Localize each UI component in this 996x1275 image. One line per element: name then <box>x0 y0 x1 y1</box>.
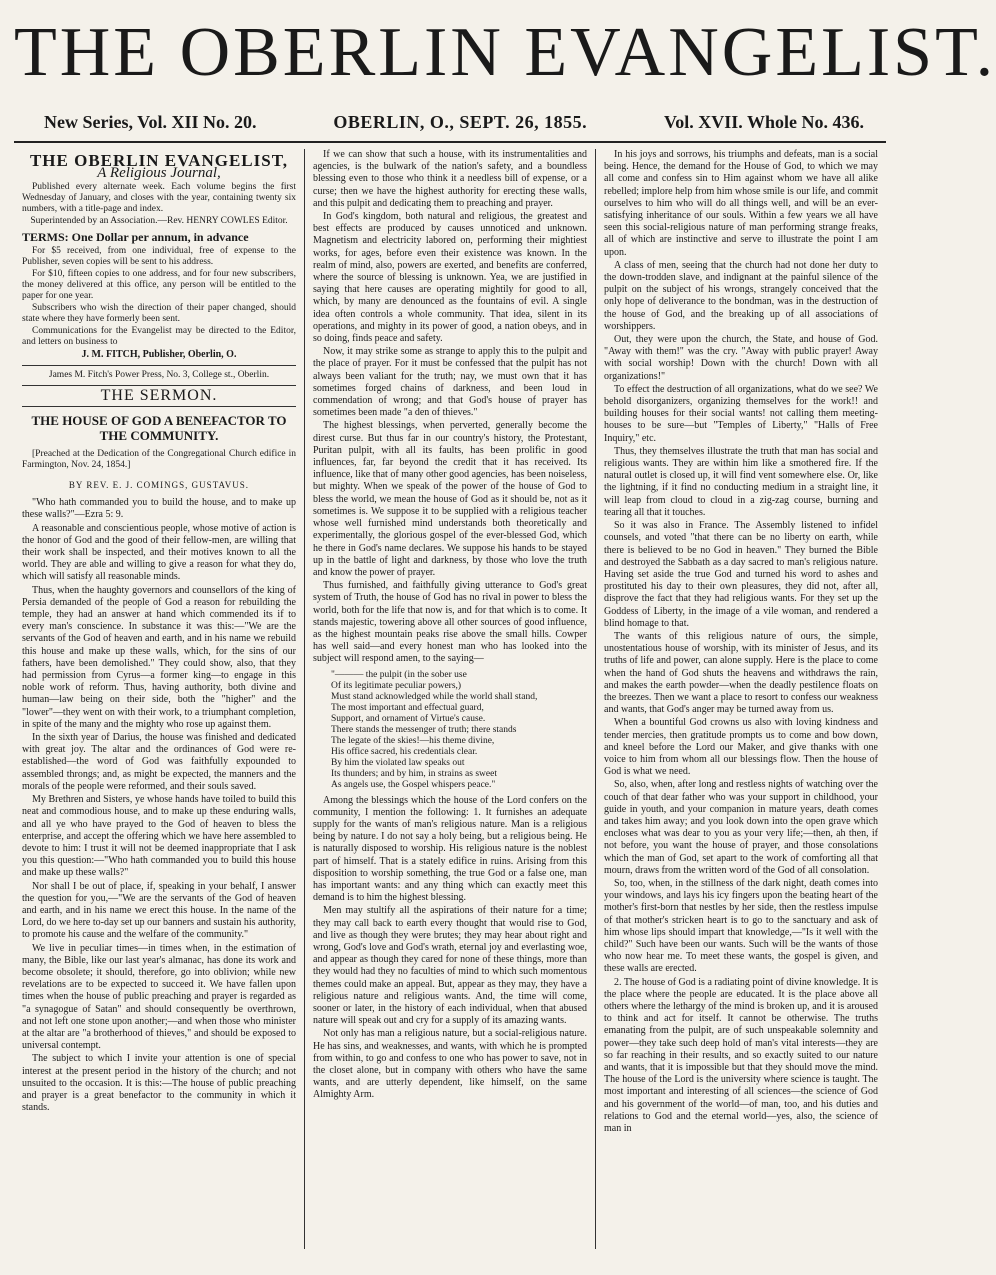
masthead-title: THE OBERLIN EVANGELIST. <box>14 14 996 91</box>
paragraph: Men may stultify all the aspirations of their nature for a time; they may call back to earth every thought that would rise to God, and live as though they were brutes; they may hear about right and wrong, God's love and God's wrath, eternal joy and everlasting woe, and appear as though they cared for none of these things, more than they would had they no faculties of mind to which such momentous themes could make an appeal. But, appear as they may, they have a religious nature and religious wants. And, the time will come, sooner or later, in the history of each individual, when that abused nature will speak out and cry for a supply of its amazing wants. <box>313 905 587 1027</box>
terms-item: Subscribers who wish the direction of their paper changed, should state where they have formerly been sent. <box>22 302 296 324</box>
poem-line: "——— the pulpit (in the sober use <box>331 669 467 680</box>
paragraph: Thus, they themselves illustrate the truth that man has social and religious wants. They are within him like a smothered fire. If the natural outlet is closed up, it will find vent somewhere else. Or, like the lightning, if it find no conducting medium in a straight line, it will leap from cloud to cloud in a zig-zag course, burning and tearing all that it touches. <box>604 445 878 518</box>
mini-masthead: THE OBERLIN EVANGELIST, <box>29 151 289 170</box>
paragraph: A class of men, seeing that the church had not done her duty to the down-trodden slave, and indignant at the painful silence of the pulpit on the subject of his wrongs, strangely conceived that the only hope of deliverance to the bondman, was in the destruction of the house of God, and the breaking up of all associations of worshippers. <box>604 259 878 332</box>
poem-line: Support, and ornament of Virtue's cause. <box>331 713 486 724</box>
paragraph: 2. The house of God is a radiating point of divine knowledge. It is the place where the people are educated. It is the place above all others where the lethargy of the mind is broken up, and it is aroused to think and act for itself. It cannot be otherwise. The truths emanating from the pulpit, are of such unspeakable solemnity and power—they take such deep hold of man's vital interests—they are so far reaching in their results, and so exactly suited to our nature and wants, that it is impossible but that they should move the mind. The house of the Lord is the university where science is taught. The most important and interesting of all sciences—the science of God and his government of the world—of man, too, and his duties and relations to God and the eternal world—yes, also, the science of man in <box>604 976 878 1135</box>
paragraph: So it was also in France. The Assembly listened to infidel counsels, and voted "that there can be no liberty on earth, while there is believed to be no God in heaven." They burned the Bible and destroyed the Sabbath as a day sacred to man's religious nature. Having set aside the true God and turned his word to ashes and prostituted his day to their own pleasures, they did not, after all, disprove the fact that they had religious wants. For they set up the Goddess of Liberty, in the image of a vile woman, and rendered a blind homage to that. <box>604 520 878 629</box>
poem-line: There stands the messenger of truth; there stands <box>331 724 517 735</box>
paragraph: Thus furnished, and faithfully giving utterance to God's great system of Truth, the house of God has no rival in power to bless the world, both for the life that now is, and for that which is to come. It stands majestic, towering above all other sources of good influence, as the highest mountain peaks rise above the small hills. Cowper has well said—and every honest man who has looked into the subject will respond amen, to the saying— <box>313 580 587 665</box>
paragraph: Out, they were upon the church, the State, and house of God. "Away with them!" was the cry. "Away with public prayer! Away with social worship! Down with the church! Down with all organizations!" <box>604 334 878 382</box>
poem-quote <box>313 670 587 791</box>
press-line: James M. Fitch's Power Press, No. 3, College st., Oberlin. <box>48 369 270 380</box>
poem-line: The legate of the skies!—his theme divine, <box>331 735 495 746</box>
paragraph: Nor shall I be out of place, if, speaking in your behalf, I answer the question for you,—"We are the servants of the God of heaven and earth, and in his name we erect this house. In the name of the Lord, do we here to-day set up our banners and sustain his authority, to promote his cause and the welfare of the community." <box>22 880 296 941</box>
column-1 <box>14 149 304 1249</box>
newspaper-page <box>0 14 996 1275</box>
poem-line: Its thunders; and by him, in strains as sweet <box>331 768 497 779</box>
sermon-byline: BY REV. E. J. COMINGS, GUSTAVUS. <box>68 480 250 491</box>
paragraph: My Brethren and Sisters, ye whose hands have toiled to build this neat and commodious house, and to make up these enduring walls, and all ye who have prayed to the God of heaven to bless the enterprise, and accept the offering which we have here assembled to devote to him: I trust it will not be deemed inappropriate that I ask you this question:—"Who hath commanded you to build this house and make up these walls?" <box>22 794 296 879</box>
terms-item: Communications for the Evangelist may be directed to the Editor, and letters on business to <box>22 325 296 347</box>
paragraph: Not only has man a religious nature, but a social-religious nature. He has sins, and weaknesses, and wants, with which he is prompted from within, to go and confess to one who has power to save, not in the closet alone, but in company with others who have the same wants, and are utterly dependent, like himself, on the same Almighty Arm. <box>313 1028 587 1101</box>
mini-subtitle: A Religious Journal, <box>97 165 221 182</box>
publication-note: Published every alternate week. Each volume begins the first Wednesday of January, and closes with the year, containing twenty six numbers, with a title-page and index. <box>22 182 296 215</box>
paragraph: The subject to which I invite your attention is one of special interest at the present period in the history of the church; and not unsuited to the occasion. It is this:—The house of public preaching and prayer is a great benefactor to the community in which it stands. <box>22 1053 296 1114</box>
paragraph: Now, it may strike some as strange to apply this to the pulpit and the place of prayer. For it must be confessed that the pulpit has not always been valiant for the truth; nay, we must own that it has sometimes forged chains of darkness, and been loud in commendation of wrong; and that God's house of prayer has sometimes been made "a den of thieves." <box>313 346 587 419</box>
series-number: New Series, Vol. XII No. 20. <box>44 112 257 132</box>
column-2 <box>304 149 595 1249</box>
divider <box>22 406 296 407</box>
poem-line: By him the violated law speaks out <box>331 757 465 768</box>
issue-line <box>14 94 886 143</box>
paragraph: The wants of this religious nature of ours, the simple, unostentatious house of worship, with its minister of Jesus, and its truths of life and power, can alone supply. Here is the place to come when the hand of God shuts the heavens and withdraws the rain, and makes the earth powder—when the deadly pestilence floats on the breezes. Then we want a place to resort to confess our weakness and wants, that God's anger may be turned away from us. <box>604 630 878 716</box>
sermon-title: THE HOUSE OF GOD A BENEFACTOR TO THE COMMUNITY. <box>31 413 287 444</box>
paragraph: We live in peculiar times—in times when, in the estimation of many, the Bible, like our last year's almanac, has done its work and become obsolete; it should, therefore, go into oblivion; while new revelations are to be expected to succeed it. We have fallen upon times when the house of public preaching and prayer is regarded as "a synagogue of Satan" and should consequently be overthrown, and not left one stone upon another;—and when those who minister at the altar are "a brotherhood of thieves," and should be exposed to universal contempt. <box>22 942 296 1052</box>
paragraph: So, also, when, after long and restless nights of watching over the couch of that dear father who was your support in childhood, your guide in youth, and your companion in mature years, death comes and takes him away; and you look down into the open grave which encloses what was dear to you as your very life;—then, ah then, if not before, you want the house of prayer, and those consolations which the man of God, set apart to the work of comforting all that mourn, draws from the written word of the God of all consolation. <box>604 779 878 876</box>
paragraph: Among the blessings which the house of the Lord confers on the community, I mention the following: 1. It furnishes an adequate supply for the wants of man's religious nature. Man is a religious being by nature. I do not say a holy being, but a religious being. He is naturally disposed to worship. His religious nature is the noblest part of himself. That is a stately edifice in ruins. Arising from this disposition to worship something, the true God or a false one, man has important wants: and any thing which can exactly meet this demand is to him the highest blessing. <box>313 794 587 904</box>
sermon-occasion: [Preached at the Dedication of the Congregational Church edifice in Farmington, Nov. 24, 1854.] <box>22 449 296 471</box>
volume-number: Vol. XVII. Whole No. 436. <box>663 112 864 132</box>
paragraph: Thus, when the haughty governors and counsellors of the king of Persia demanded of the people of God a reason for rebuilding the temple, they had an answer at hand which commended its if to every man's conscience. In substance it was this:—"We are the servants of the God of heaven and earth, and in his name we rebuild this house and make up these walls, which, for the sins of our fathers, have been demolished." They could show, also, that they had permission from Cyrus—a former king—to engage in this noble work of reform. Thus, having authority, both divine and human—law being on their side, both the "higher" and the "lower"—they went on with their work, to a triumphant completion, in spite of the many and the mighty who rose up against them. <box>22 584 296 730</box>
paragraph: In God's kingdom, both natural and religious, the greatest and best effects are produced by causes unnoticed and unknown. Magnetism and electricity labored on, performing their mightiest works, for ages, before even their existence was known. In the realm of mind, also, powers are exerted, and benefits are conferred, where the source of blessing is unknown. Yea, we are justified in saying that here causes are operating mightily for good to all, which, by many are denounced as the fountains of evil. A single idea often controls a whole community. That idea, silent in its operations, and mighty in its power of good, a nation obeys, and in so doing, finds peace and safety. <box>313 211 587 345</box>
article-columns <box>14 149 886 1249</box>
divider <box>22 385 296 386</box>
paragraph: A reasonable and conscientious people, whose motive of action is the honor of God and the good of their fellow-men, are willing that their work shall be inspected, and their motives known to all the world. They are able and willing to give a reason for what they do, which will satisfy all reasonable minds. <box>22 522 296 583</box>
column-3 <box>595 149 886 1249</box>
poem-line: His office sacred, his credentials clear. <box>331 746 478 757</box>
poem-line: Must stand acknowledged while the world shall stand, <box>331 691 538 702</box>
poem-line: As angels use, the Gospel whispers peace." <box>331 779 496 790</box>
paragraph: So, too, when, in the stillness of the dark night, death comes into your windows, and lays his icy fingers upon the beating heart of the mother's first-born that nestles by her side, then the restless impulse of that mother's stricken heart is to go to the sanctuary and ask of him whose lips should impart that knowledge,—"Is it well with the child?" Such have been our wants. Such will be the wants of those who now hear me. To meet these wants, the gospel is given, and these walls are erected. <box>604 877 878 975</box>
paragraph: In the sixth year of Darius, the house was finished and dedicated with great joy. The altar and the ordinances of God were re-established—the word of God was faithfully expounded to assembled throngs; and, as might be expected, the manners and the morals of the people were reformed, and their souls saved. <box>22 732 296 792</box>
paragraph: If we can show that such a house, with its instrumentalities and agencies, is the bulwark of the nation's safety, and a boundless blessing even to those who think it a needless bill of expense, or a curse; then we have the highest authority for erecting these walls, and this pulpit and dedicating them to preaching and prayer. <box>313 149 587 209</box>
poem-line: The most important and effectual guard, <box>331 702 484 713</box>
paragraph: The highest blessings, when perverted, generally become the direst curse. But thus far in our country's history, the Protestant, Puritan pulpit, with all its faults, has been prolific in good influences, far, far beyond the credit that it has received. Its influence, like that of many other good agencies, has been noiseless, but mighty. When we speak of the power of the house of God to bless the world, we mean the house of God as it should be, not as it sometimes is. We suppose it to be supplied with a religious teacher whose well furnished mind understands both theoretically and experimentally, the glorious gospel of the ever-blessed God, which he there in God's name declares. We suppose his hands to be stayed up in the battle of light and darkness, by those who love the truth and know the power of prayer. <box>313 420 587 578</box>
superintendent-note: Superintended by an Association.—Rev. HENRY COWLES Editor. <box>30 216 288 227</box>
place-date: OBERLIN, O., SEPT. 26, 1855. <box>333 112 588 132</box>
divider <box>22 365 296 366</box>
poem-line: Of its legitimate peculiar powers,) <box>331 680 462 691</box>
terms-item: For $10, fifteen copies to one address, and for four new subscribers, the money delivered at this office, any person will be entitled to the paper for one year. <box>22 268 296 301</box>
paragraph: To effect the destruction of all organizations, what do we see? We behold disorganizers, organizing themselves for the work!! and building houses for their social wants! not calling them meeting-houses to be sure—but "Temples of Liberty," "Halls of Free Inquiry," etc. <box>604 383 878 444</box>
section-heading: THE SERMON. <box>100 386 218 404</box>
terms-item: For $5 received, from one individual, free of expense to the Publisher, seven copies will be sent to his address. <box>22 245 296 267</box>
paragraph: When a bountiful God crowns us also with loving kindness and tender mercies, then gratitude prompts us to come and bow down, and kneel before the Lord our Maker, and give thanks with one voice to him from whom all our blessings flow. Then the house of God is what we need. <box>604 717 878 778</box>
paragraph: In his joys and sorrows, his triumphs and defeats, man is a social being. Hence, the demand for the House of God, to which we may all come and confess sin to Him against whom we have all alike rebelled; implore help from him whose smile is our life, and commit ourselves to him who will do all things well, and will be an ever-satisfying inheritance of our souls. Within a few years we all have seen this social-religious nature of man performing strange freaks, all of which are instinctive and serve to illustrate the point I am upon. <box>604 149 878 258</box>
scripture-text: "Who hath commanded you to build the house, and to make up these walls?"—Ezra 5: 9. <box>22 497 296 521</box>
publisher-line: J. M. FITCH, Publisher, Oberlin, O. <box>81 348 237 360</box>
terms-heading: TERMS: One Dollar per annum, in advance <box>22 230 249 245</box>
